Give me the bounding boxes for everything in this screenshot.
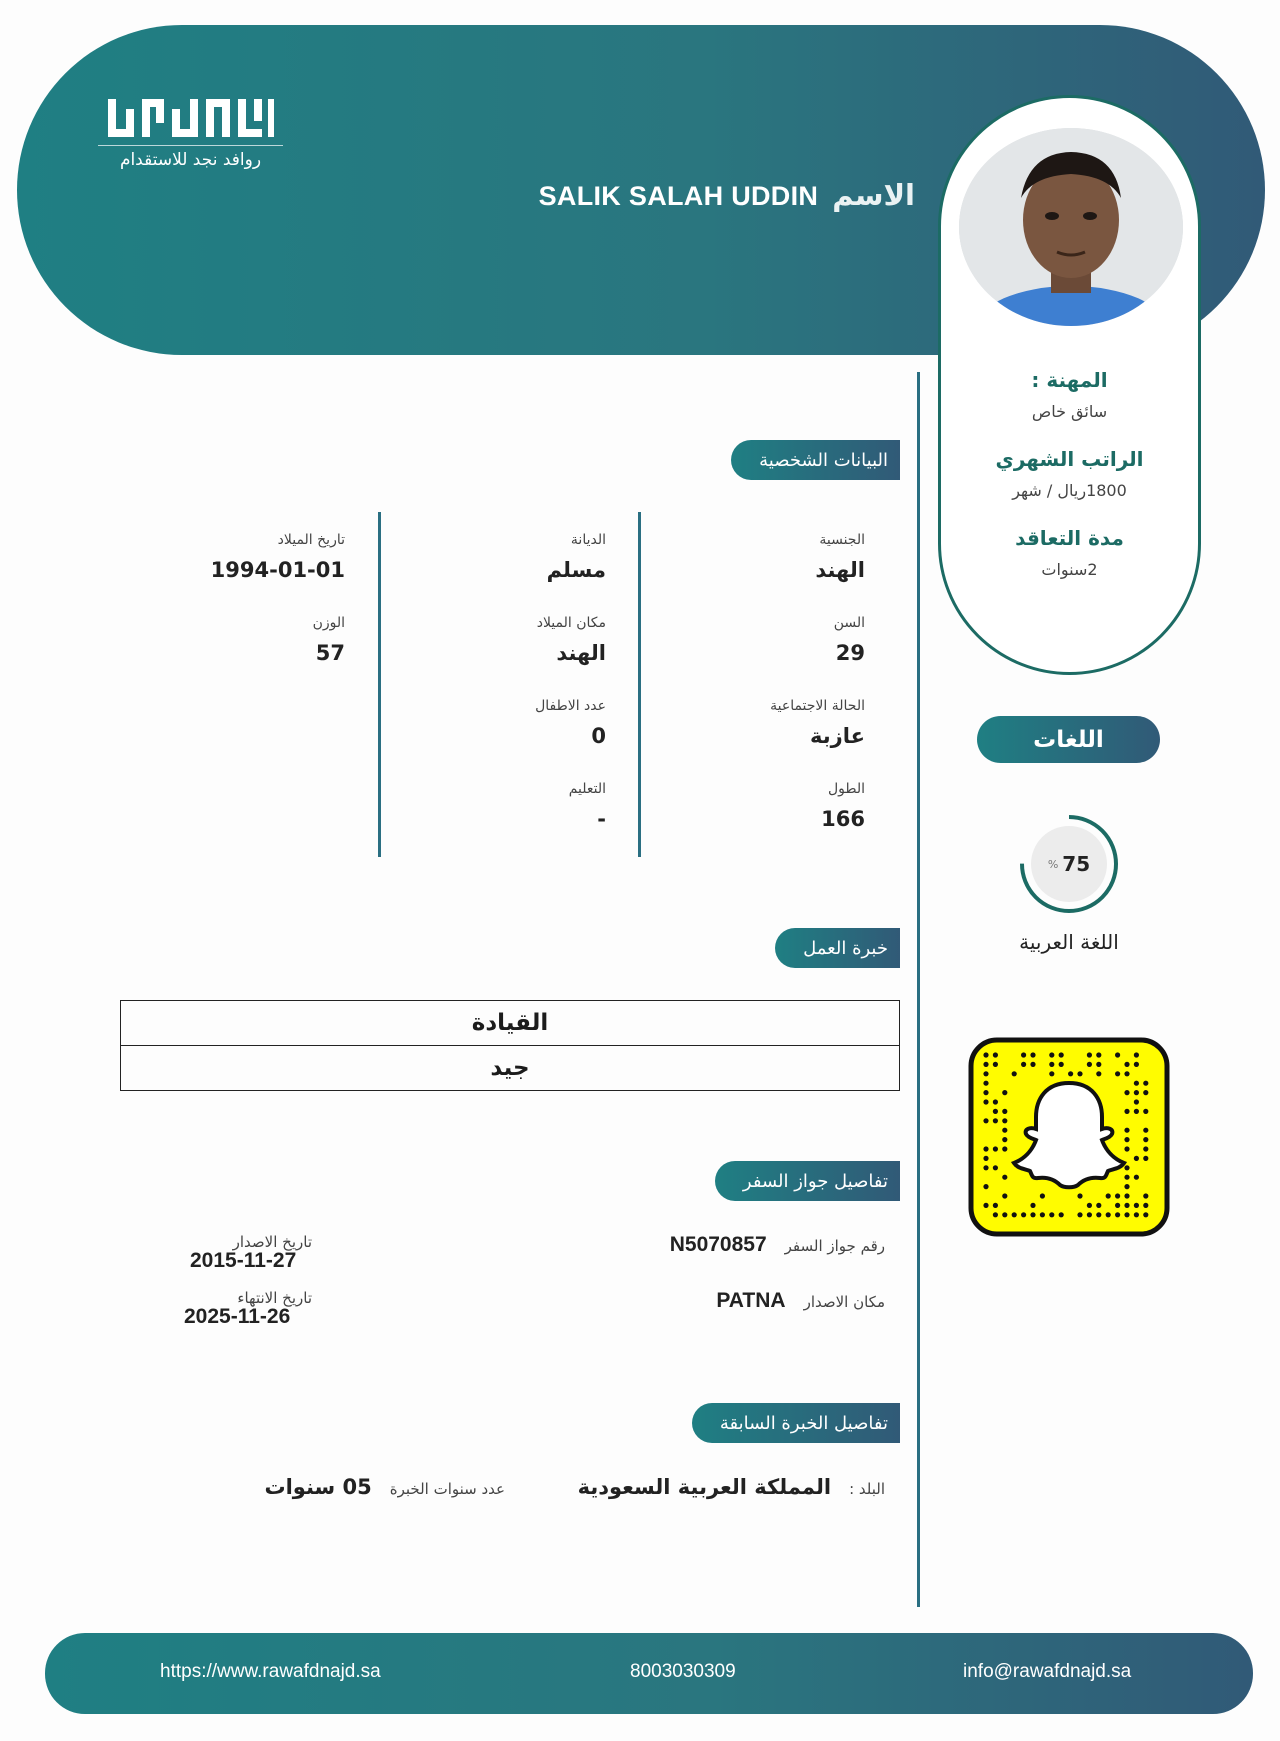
snapcode-dot	[1115, 1052, 1120, 1057]
snapcode-dot	[1030, 1203, 1035, 1208]
snapcode-dot	[1059, 1052, 1064, 1057]
experience-years-label: عدد سنوات الخبرة	[389, 1480, 505, 1498]
field-value: الهند	[556, 641, 606, 665]
snapcode-dot	[1143, 1203, 1148, 1208]
country-row	[578, 1475, 885, 1499]
company-logo	[98, 95, 283, 170]
field-value: 1994-01-01	[210, 558, 345, 582]
snapcode-dot	[993, 1099, 998, 1104]
snapcode-dot	[1077, 1071, 1082, 1076]
snapcode-dot	[1087, 1052, 1092, 1057]
email-link[interactable]: info@rawafdnajd.sa	[963, 1661, 1132, 1682]
website-link[interactable]: https://www.rawafdnajd.sa	[160, 1661, 381, 1682]
age-field	[834, 615, 865, 665]
footer-bar	[45, 1633, 1253, 1714]
skills-table	[120, 1000, 900, 1091]
field-label: الجنسية	[819, 532, 865, 548]
snapcode-dot	[1002, 1137, 1007, 1142]
passport-number-row	[670, 1233, 885, 1257]
snapcode-dot	[1134, 1081, 1139, 1086]
main-divider	[917, 372, 920, 1607]
snapcode-dot	[993, 1212, 998, 1217]
snapcode-dot	[1124, 1109, 1129, 1114]
snapcode-dot	[1143, 1193, 1148, 1198]
snapcode-dot	[1134, 1062, 1139, 1067]
field-label: الحالة الاجتماعية	[770, 698, 865, 714]
country-value: المملكة العربية السعودية	[577, 1475, 832, 1499]
snapcode-dot	[1143, 1146, 1148, 1151]
snapcode-dot	[1002, 1193, 1007, 1198]
field-label: تاريخ الميلاد	[277, 532, 345, 548]
snapcode-dot	[1002, 1109, 1007, 1114]
field-label: الوزن	[312, 615, 345, 631]
snapcode-dot	[1040, 1212, 1045, 1217]
field-value: مسلم	[546, 558, 606, 582]
snapcode-dot	[1115, 1071, 1120, 1076]
field-label: مكان الميلاد	[536, 615, 606, 631]
issue-place-value: PATNA	[716, 1289, 786, 1312]
salary-label: الراتب الشهري	[995, 447, 1144, 471]
snapcode-dot	[1096, 1071, 1101, 1076]
snapcode-dot	[983, 1118, 988, 1123]
snapcode-dot	[983, 1099, 988, 1104]
contract-label: مدة التعاقد	[1015, 526, 1124, 550]
experience-years-value: 05 سنوات	[264, 1475, 372, 1499]
snapcode-dot	[1012, 1212, 1017, 1217]
candidate-photo	[959, 128, 1183, 326]
issue-date-value: 2015-11-27	[190, 1249, 297, 1272]
snapcode-dot	[993, 1146, 998, 1151]
work-section-title: خبرة العمل	[775, 928, 900, 968]
snapcode-dot	[1021, 1062, 1026, 1067]
experience-years-row	[264, 1475, 505, 1499]
field-label: الطول	[827, 781, 865, 797]
snapcode-dot	[1087, 1212, 1092, 1217]
table-row	[121, 1046, 900, 1091]
snapcode-dot	[1059, 1212, 1064, 1217]
skill-name: القيادة	[121, 1001, 900, 1046]
snapcode-dot	[1087, 1203, 1092, 1208]
snapcode-dot	[983, 1071, 988, 1076]
religion-field	[547, 532, 606, 582]
nationality-field	[815, 532, 865, 582]
education-field	[569, 781, 606, 831]
logo-mark	[106, 95, 276, 141]
snapcode-dot	[1143, 1109, 1148, 1114]
passport-number-value: N5070857	[669, 1233, 767, 1256]
snapcode-dot	[1106, 1193, 1111, 1198]
expiry-date-label: تاريخ الانتهاء	[237, 1289, 312, 1307]
salary-value: 1800ريال / شهر	[1012, 481, 1127, 500]
snapcode[interactable]	[968, 1037, 1170, 1237]
snapcode-dot	[1124, 1146, 1129, 1151]
snapcode-dot	[1134, 1109, 1139, 1114]
snapcode-dot	[1115, 1212, 1120, 1217]
passport-place-row	[716, 1289, 885, 1313]
snapcode-dot	[1115, 1203, 1120, 1208]
snapcode-dot	[1143, 1156, 1148, 1161]
language-name: اللغة العربية	[1019, 930, 1119, 954]
expiry-date-block	[184, 1289, 312, 1329]
snapcode-dot	[1124, 1203, 1129, 1208]
field-value: عازبة	[810, 724, 865, 748]
children-field	[535, 698, 606, 748]
snapcode-dot	[1124, 1137, 1129, 1142]
snapcode-dot	[1030, 1052, 1035, 1057]
snapcode-dot	[993, 1118, 998, 1123]
candidate-name: SALIK SALAH UDDIN	[538, 181, 819, 211]
snapcode-dot	[1096, 1203, 1101, 1208]
height-field	[821, 781, 865, 831]
snapcode-dot	[983, 1062, 988, 1067]
snapcode-dot	[993, 1165, 998, 1170]
snapcode-dot	[1124, 1193, 1129, 1198]
snapcode-dot	[1087, 1062, 1092, 1067]
logo-tagline: روافد نجد للاستقدام	[98, 145, 283, 170]
issue-date-label: تاريخ الاصدار	[232, 1233, 312, 1251]
gauge-value	[1017, 812, 1121, 916]
snapcode-dot	[1115, 1193, 1120, 1198]
snapcode-dot	[1124, 1212, 1129, 1217]
snapcode-dot	[1030, 1062, 1035, 1067]
snapcode-dot	[1143, 1081, 1148, 1086]
snapcode-dot	[1134, 1212, 1139, 1217]
snapcode-dot	[1106, 1212, 1111, 1217]
snapcode-dot	[1134, 1099, 1139, 1104]
phone-number[interactable]: 8003030309	[630, 1661, 736, 1682]
issue-place-label: مكان الاصدار	[803, 1293, 885, 1311]
snapcode-dot	[1124, 1165, 1129, 1170]
snapcode-dot	[1096, 1062, 1101, 1067]
field-value: 166	[821, 807, 865, 831]
profession-value: سائق خاص	[1031, 402, 1108, 421]
snapcode-dot	[1134, 1090, 1139, 1095]
percent-sign: %	[1047, 857, 1059, 871]
snapcode-dot	[1096, 1052, 1101, 1057]
dob-field	[211, 532, 345, 582]
passport-section-title: تفاصيل جواز السفر	[715, 1161, 900, 1201]
snapcode-dot	[1134, 1156, 1139, 1161]
snapcode-dot	[1059, 1062, 1064, 1067]
snapcode-dot	[983, 1052, 988, 1057]
snapcode-dot	[1002, 1146, 1007, 1151]
birthplace-field	[537, 615, 606, 665]
column-divider	[638, 512, 641, 857]
weight-field	[313, 615, 345, 665]
snapcode-dot	[993, 1062, 998, 1067]
field-label: الديانة	[570, 532, 606, 548]
snapcode-dot	[993, 1052, 998, 1057]
snapcode-dot	[1143, 1212, 1148, 1217]
snapcode-dot	[1068, 1071, 1073, 1076]
snapcode-dot	[1124, 1128, 1129, 1133]
field-value: -	[597, 807, 606, 831]
country-label: البلد :	[849, 1480, 885, 1498]
name-label: الاسم	[832, 178, 915, 212]
snapcode-dot	[1021, 1052, 1026, 1057]
expiry-date-value: 2025-11-26	[184, 1305, 291, 1328]
field-label: عدد الاطفال	[535, 698, 606, 714]
snapcode-dot	[1134, 1203, 1139, 1208]
snapcode-dot	[1030, 1212, 1035, 1217]
snapcode-dot	[983, 1203, 988, 1208]
personal-section-title: البيانات الشخصية	[731, 440, 900, 480]
contract-value: 2سنوات	[1041, 560, 1098, 579]
snapcode-dot	[1096, 1212, 1101, 1217]
snapcode-dot	[1002, 1118, 1007, 1123]
snapcode-dot	[1143, 1090, 1148, 1095]
snapcode-dot	[1012, 1071, 1017, 1076]
snapcode-dot	[983, 1146, 988, 1151]
table-row	[121, 1001, 900, 1046]
snapcode-dot	[983, 1090, 988, 1095]
previous-experience-title: تفاصيل الخبرة السابقة	[692, 1403, 900, 1443]
snapcode-dot	[1077, 1193, 1082, 1198]
snapcode-dot	[983, 1081, 988, 1086]
snapcode-dot	[1134, 1052, 1139, 1057]
field-value: 29	[835, 641, 865, 665]
snapcode-dot	[1124, 1175, 1129, 1180]
snapcode-dot	[1002, 1212, 1007, 1217]
column-divider	[378, 512, 381, 857]
languages-title: اللغات	[977, 716, 1160, 763]
profile-card-fields	[941, 368, 1198, 605]
field-label: السن	[833, 615, 865, 631]
profession-label: المهنة :	[1031, 368, 1108, 392]
marital-field	[770, 698, 865, 748]
profile-card	[938, 95, 1201, 675]
language-percent: 75	[1062, 852, 1091, 876]
snapcode-dot	[1124, 1071, 1129, 1076]
snapcode-dot	[1077, 1212, 1082, 1217]
snapcode-dot	[1049, 1052, 1054, 1057]
snapcode-dot	[983, 1165, 988, 1170]
snapcode-dot	[1049, 1212, 1054, 1217]
snapcode-dot	[983, 1184, 988, 1189]
snapcode-dot	[1002, 1175, 1007, 1180]
field-value: الهند	[815, 558, 865, 582]
snapcode-dot	[1049, 1062, 1054, 1067]
snapcode-dot	[1049, 1071, 1054, 1076]
snapcode-dot	[1124, 1062, 1129, 1067]
snapcode-dot	[1143, 1128, 1148, 1133]
snapcode-dot	[983, 1156, 988, 1161]
issue-date-block	[190, 1233, 312, 1273]
snapcode-dot	[1124, 1090, 1129, 1095]
field-value: 57	[315, 641, 345, 665]
skill-level: جيد	[121, 1046, 900, 1091]
snapcode-dot	[993, 1203, 998, 1208]
field-label: التعليم	[568, 781, 606, 797]
snapcode-dot	[1134, 1175, 1139, 1180]
snapcode-dot	[1124, 1184, 1129, 1189]
snapcode-dot	[1021, 1212, 1026, 1217]
snapcode-dot	[1143, 1137, 1148, 1142]
field-value: 0	[591, 724, 606, 748]
passport-number-label: رقم جواز السفر	[784, 1237, 885, 1255]
snapcode-dot	[1002, 1090, 1007, 1095]
snapcode-dot	[1002, 1128, 1007, 1133]
snapcode-dot	[1040, 1193, 1045, 1198]
candidate-name-line	[539, 178, 915, 212]
snapcode-dot	[993, 1109, 998, 1114]
